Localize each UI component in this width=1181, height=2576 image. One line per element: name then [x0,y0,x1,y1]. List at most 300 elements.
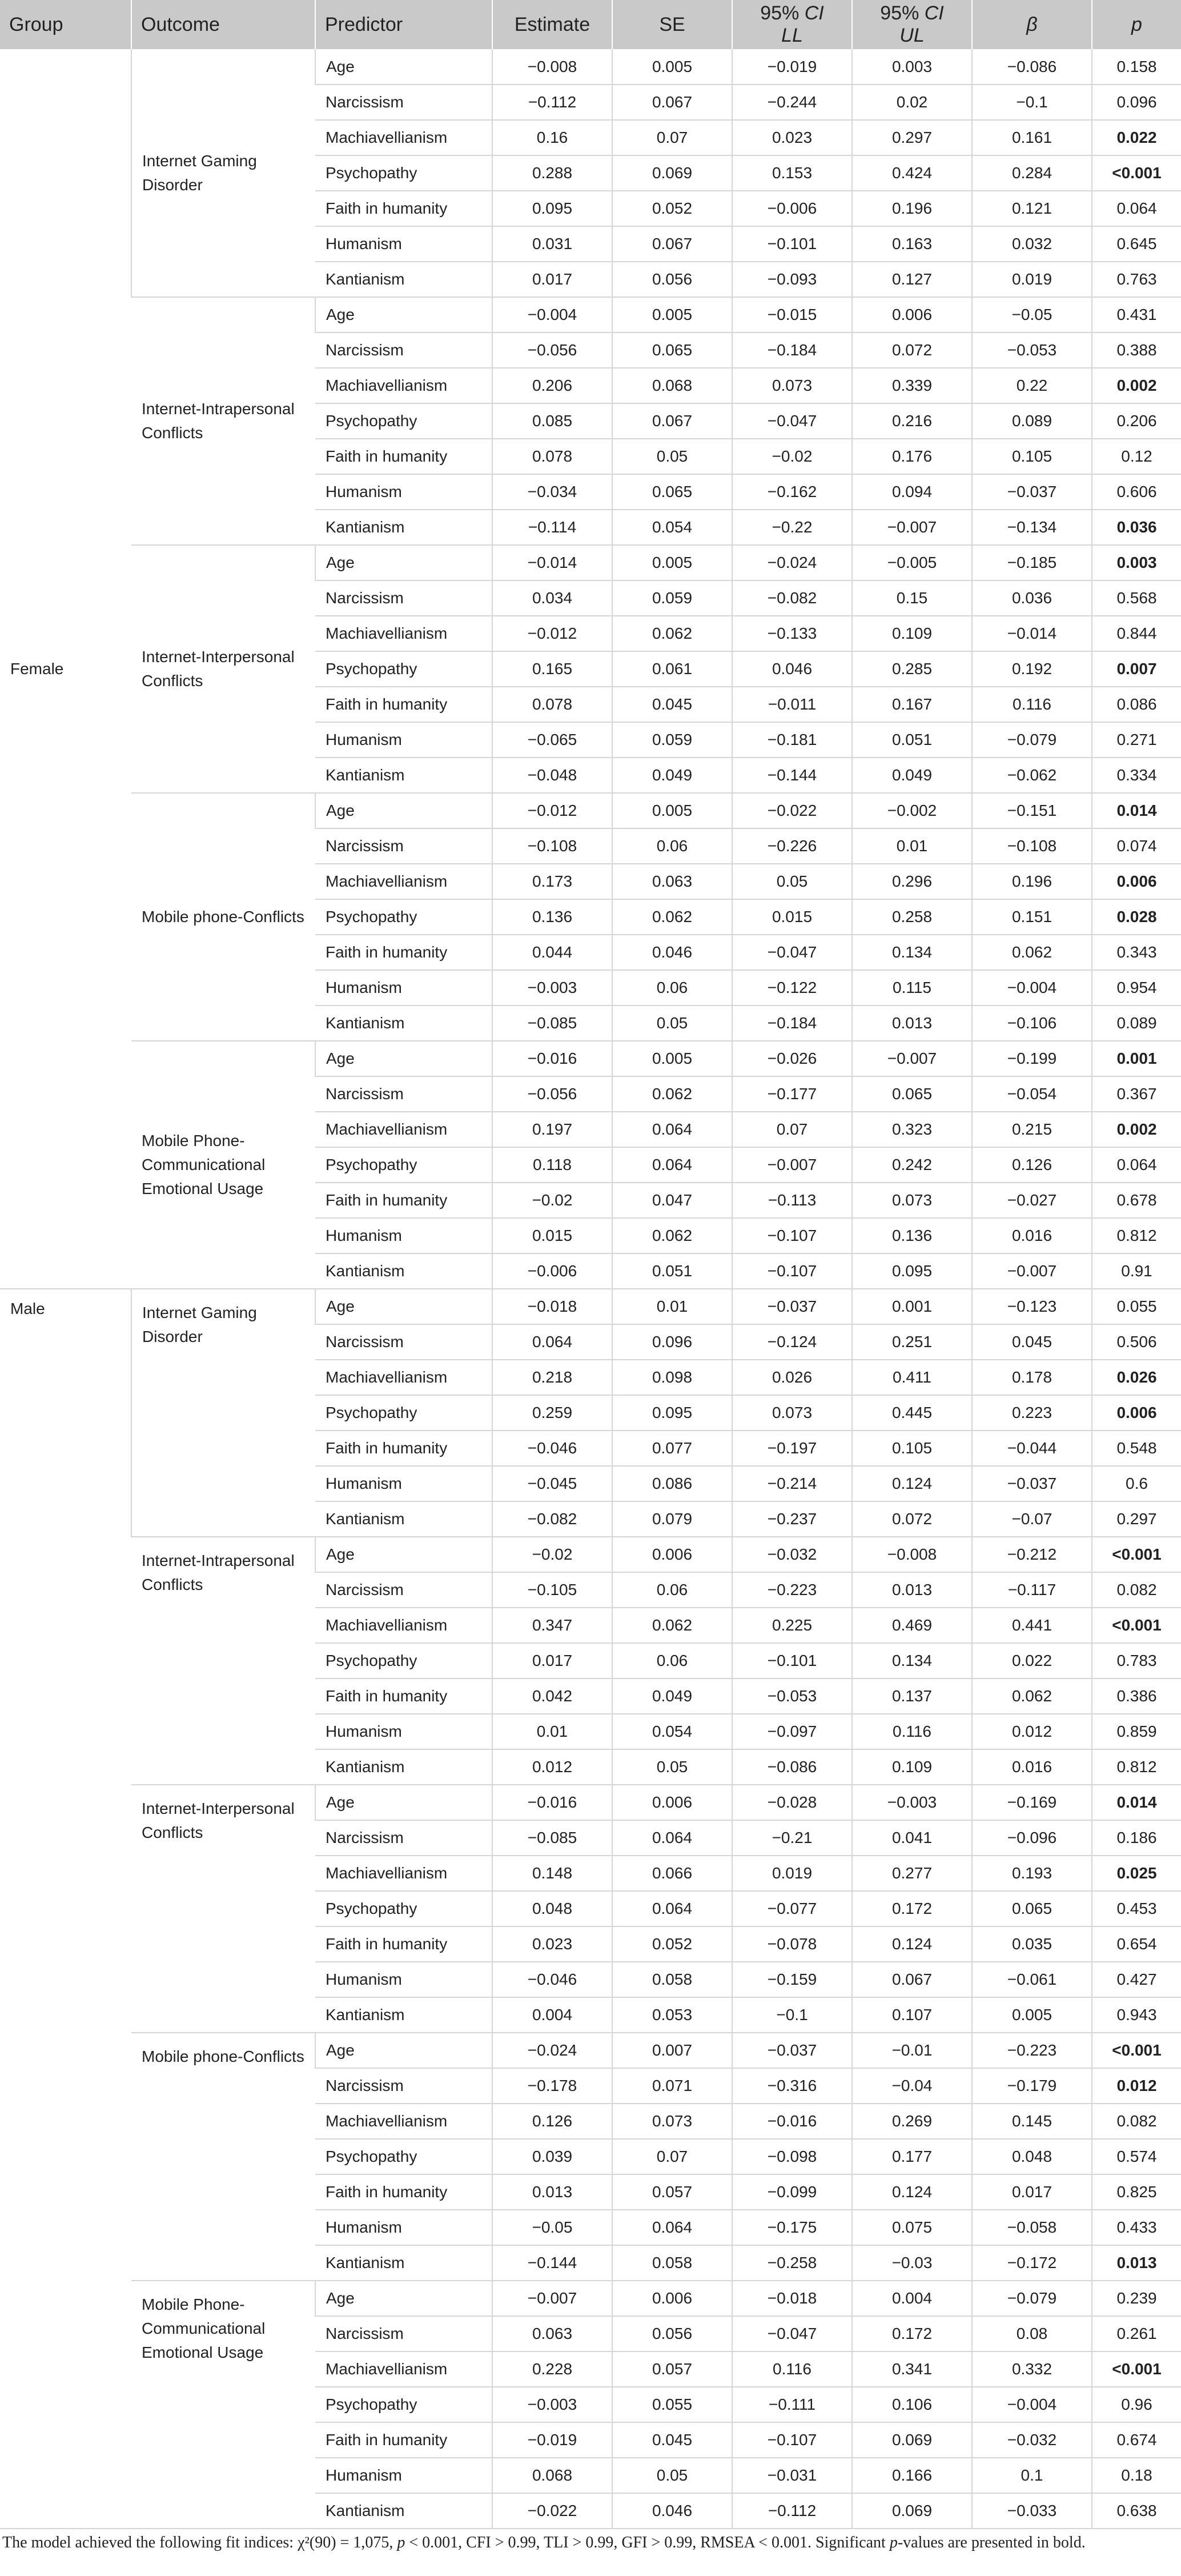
predictor-cell: Narcissism [315,2316,492,2351]
estimate-cell: 0.078 [492,439,612,474]
estimate-cell: 0.012 [492,1749,612,1785]
p-cell: 0.645 [1092,226,1181,262]
ci-ul-cell: 0.106 [852,2387,972,2422]
estimate-cell: 0.064 [492,1324,612,1360]
ci-ul-cell: 0.116 [852,1714,972,1749]
beta-cell: 0.105 [972,439,1092,474]
se-cell: 0.079 [612,1501,732,1537]
p-cell: 0.158 [1092,49,1181,85]
se-cell: 0.062 [612,1076,732,1112]
ci-ll-cell: −0.022 [732,793,852,828]
predictor-cell: Faith in humanity [315,935,492,970]
beta-cell: −0.004 [972,2387,1092,2422]
predictor-cell: Kantianism [315,262,492,297]
se-cell: 0.06 [612,828,732,864]
ci-ll-cell: −0.037 [732,1289,852,1324]
se-cell: 0.05 [612,1749,732,1785]
ci-ll-cell: −0.214 [732,1466,852,1501]
group-cell: Male [0,1289,131,2529]
ci-ll-cell: −0.082 [732,580,852,616]
predictor-cell: Kantianism [315,1501,492,1537]
footnote-part1: The model achieved the following fit indices: χ²(90) = 1,075, [2,2534,397,2551]
ci-ul-cell: 0.127 [852,262,972,297]
beta-cell: −0.179 [972,2068,1092,2104]
estimate-cell: 0.042 [492,1678,612,1714]
predictor-cell: Humanism [315,1962,492,1997]
estimate-cell: 0.044 [492,935,612,970]
ci-ll-cell: 0.046 [732,651,852,687]
ci-ul-cell: 0.258 [852,899,972,935]
estimate-cell: 0.126 [492,2104,612,2139]
beta-cell: −0.134 [972,510,1092,545]
se-cell: 0.067 [612,403,732,439]
p-cell: 0.261 [1092,2316,1181,2351]
table-row [0,1537,1181,1572]
p-cell: 0.086 [1092,687,1181,722]
ci-ul-cell: 0.216 [852,403,972,439]
predictor-cell: Faith in humanity [315,1183,492,1218]
estimate-cell: −0.085 [492,1820,612,1856]
estimate-cell: 0.017 [492,1643,612,1678]
beta-cell: 0.08 [972,2316,1092,2351]
predictor-cell: Humanism [315,226,492,262]
footnote-p-italic-2: p [889,2534,898,2551]
beta-cell: 0.019 [972,262,1092,297]
predictor-cell: Faith in humanity [315,2174,492,2210]
predictor-cell: Narcissism [315,2068,492,2104]
table-row [0,2033,1181,2068]
predictor-cell: Faith in humanity [315,2422,492,2458]
estimate-cell: 0.034 [492,580,612,616]
ci-ll-cell: −0.047 [732,2316,852,2351]
header-ci-ul [852,0,972,49]
se-cell: 0.068 [612,368,732,403]
se-cell: 0.069 [612,155,732,191]
predictor-cell: Psychopathy [315,1395,492,1431]
beta-cell: −0.108 [972,828,1092,864]
estimate-cell: −0.016 [492,1041,612,1076]
predictor-cell: Age [315,1289,492,1324]
se-cell: 0.057 [612,2351,732,2387]
estimate-cell: −0.082 [492,1501,612,1537]
ci-ll-cell: −0.175 [732,2210,852,2245]
predictor-cell: Kantianism [315,1997,492,2033]
p-cell: 0.433 [1092,2210,1181,2245]
ci-ul-cell: 0.003 [852,49,972,85]
ci-ul-cell: 0.02 [852,85,972,120]
ci-ul-cell: 0.124 [852,1926,972,1962]
beta-cell: −0.1 [972,85,1092,120]
se-cell: 0.086 [612,1466,732,1501]
ci-ll-cell: −0.015 [732,297,852,332]
beta-cell: 0.062 [972,935,1092,970]
estimate-cell: −0.046 [492,1431,612,1466]
beta-cell: −0.086 [972,49,1092,85]
table-row [0,1041,1181,1076]
se-cell: 0.056 [612,262,732,297]
ci-ul-cell: 0.095 [852,1253,972,1289]
estimate-cell: 0.063 [492,2316,612,2351]
se-cell: 0.054 [612,1714,732,1749]
ci-ul-cell: 0.013 [852,1572,972,1608]
beta-cell: −0.079 [972,722,1092,758]
predictor-cell: Age [315,2281,492,2316]
beta-cell: 0.126 [972,1147,1092,1183]
outcome-cell: Internet-Interpersonal Conflicts [131,545,315,793]
beta-cell: −0.079 [972,2281,1092,2316]
predictor-cell: Age [315,1785,492,1820]
se-cell: 0.005 [612,297,732,332]
outcome-cell: Mobile Phone-Communicational Emotional Usage [131,2281,315,2529]
se-cell: 0.055 [612,2387,732,2422]
ci-ll-cell: −0.21 [732,1820,852,1856]
ci-ll-cell: 0.026 [732,1360,852,1395]
outcome-cell: Internet-Intrapersonal Conflicts [131,1537,315,1785]
header-outcome: Outcome [131,0,315,49]
beta-cell: 0.005 [972,1997,1092,2033]
predictor-cell: Kantianism [315,1005,492,1041]
se-cell: 0.058 [612,2245,732,2281]
p-cell: 0.022 [1092,120,1181,155]
predictor-cell: Humanism [315,1218,492,1253]
estimate-cell: −0.022 [492,2493,612,2529]
ci-ul-cell: 0.051 [852,722,972,758]
estimate-cell: 0.085 [492,403,612,439]
ci-ll-cell: −0.1 [732,1997,852,2033]
beta-cell: −0.106 [972,1005,1092,1041]
se-cell: 0.059 [612,580,732,616]
predictor-cell: Machiavellianism [315,1360,492,1395]
ci-ul-cell: −0.007 [852,510,972,545]
estimate-cell: 0.078 [492,687,612,722]
beta-cell: 0.065 [972,1891,1092,1926]
predictor-cell: Psychopathy [315,403,492,439]
p-cell: 0.082 [1092,1572,1181,1608]
p-cell: 0.014 [1092,1785,1181,1820]
estimate-cell: −0.114 [492,510,612,545]
ci-ll-cell: −0.184 [732,1005,852,1041]
ci-ul-cell: 0.041 [852,1820,972,1856]
predictor-cell: Machiavellianism [315,2104,492,2139]
predictor-cell: Machiavellianism [315,864,492,899]
beta-cell: 0.196 [972,864,1092,899]
table-row [0,793,1181,828]
ci-ll-cell: −0.028 [732,1785,852,1820]
p-cell: 0.064 [1092,191,1181,226]
predictor-cell: Age [315,1537,492,1572]
estimate-cell: 0.013 [492,2174,612,2210]
se-cell: 0.05 [612,2458,732,2493]
se-cell: 0.061 [612,651,732,687]
estimate-cell: −0.108 [492,828,612,864]
predictor-cell: Humanism [315,1466,492,1501]
ci-ul-cell: 0.469 [852,1608,972,1643]
ci-ul-cell: 0.134 [852,1643,972,1678]
ci-ll-cell: −0.099 [732,2174,852,2210]
ci-ul-cell: 0.137 [852,1678,972,1714]
estimate-cell: 0.068 [492,2458,612,2493]
predictor-cell: Faith in humanity [315,1678,492,1714]
ci-ul-cell: 0.073 [852,1183,972,1218]
estimate-cell: −0.085 [492,1005,612,1041]
header-se: SE [612,0,732,49]
beta-cell: −0.053 [972,332,1092,368]
p-cell: 0.453 [1092,1891,1181,1926]
estimate-cell: 0.015 [492,1218,612,1253]
se-cell: 0.067 [612,85,732,120]
ci-ul-cell: 0.004 [852,2281,972,2316]
beta-cell: −0.07 [972,1501,1092,1537]
p-cell: 0.002 [1092,1112,1181,1147]
estimate-cell: 0.136 [492,899,612,935]
p-cell: 0.548 [1092,1431,1181,1466]
se-cell: 0.095 [612,1395,732,1431]
predictor-cell: Kantianism [315,2493,492,2529]
se-cell: 0.065 [612,474,732,510]
se-cell: 0.062 [612,1608,732,1643]
se-cell: 0.064 [612,1112,732,1147]
estimate-cell: 0.16 [492,120,612,155]
p-cell: 0.954 [1092,970,1181,1005]
ci-ll-cell: −0.258 [732,2245,852,2281]
estimate-cell: −0.012 [492,616,612,651]
ci-ul-cell: 0.341 [852,2351,972,2387]
beta-cell: −0.212 [972,1537,1092,1572]
se-cell: 0.05 [612,439,732,474]
ci-ll-cell: 0.225 [732,1608,852,1643]
estimate-cell: −0.045 [492,1466,612,1501]
p-cell: 0.427 [1092,1962,1181,1997]
predictor-cell: Humanism [315,2210,492,2245]
ci-ul-cell: −0.005 [852,545,972,580]
predictor-cell: Machiavellianism [315,1856,492,1891]
predictor-cell: Psychopathy [315,1147,492,1183]
ci-ll-cell: −0.316 [732,2068,852,2104]
ci-ll-cell: 0.07 [732,1112,852,1147]
beta-cell: 0.193 [972,1856,1092,1891]
beta-cell: 0.022 [972,1643,1092,1678]
estimate-cell: 0.206 [492,368,612,403]
ci-ul-cell: 0.065 [852,1076,972,1112]
outcome-cell: Internet-Interpersonal Conflicts [131,1785,315,2033]
estimate-cell: 0.347 [492,1608,612,1643]
beta-cell: −0.096 [972,1820,1092,1856]
predictor-cell: Narcissism [315,332,492,368]
se-cell: 0.077 [612,1431,732,1466]
p-cell: 0.654 [1092,1926,1181,1962]
beta-cell: 0.012 [972,1714,1092,1749]
ci-ll-cell: −0.086 [732,1749,852,1785]
ci-ul-cell: 0.001 [852,1289,972,1324]
predictor-cell: Psychopathy [315,2139,492,2174]
ci-ul-cell: 0.285 [852,651,972,687]
p-cell: <0.001 [1092,2351,1181,2387]
beta-cell: 0.332 [972,2351,1092,2387]
p-cell: 0.763 [1092,262,1181,297]
se-cell: 0.062 [612,899,732,935]
ci-ul-cell: 0.323 [852,1112,972,1147]
ci-ll-cell: 0.023 [732,120,852,155]
p-cell: 0.003 [1092,545,1181,580]
ci-ll-cell: −0.107 [732,1253,852,1289]
estimate-cell: −0.019 [492,2422,612,2458]
estimate-cell: −0.007 [492,2281,612,2316]
ci-ll-cell: −0.111 [732,2387,852,2422]
estimate-cell: −0.056 [492,332,612,368]
header-group: Group [0,0,131,49]
predictor-cell: Machiavellianism [315,1608,492,1643]
ci-ll-cell: −0.011 [732,687,852,722]
beta-cell: −0.172 [972,2245,1092,2281]
predictor-cell: Narcissism [315,1076,492,1112]
beta-cell: 0.441 [972,1608,1092,1643]
estimate-cell: 0.004 [492,1997,612,2033]
predictor-cell: Humanism [315,970,492,1005]
p-cell: <0.001 [1092,155,1181,191]
ci-ll-cell: −0.107 [732,2422,852,2458]
predictor-cell: Machiavellianism [315,616,492,651]
beta-cell: −0.199 [972,1041,1092,1076]
ci-ll-cell: −0.181 [732,722,852,758]
predictor-cell: Faith in humanity [315,439,492,474]
ci-ll-cell: −0.02 [732,439,852,474]
beta-cell: −0.032 [972,2422,1092,2458]
ci-ll-cell: −0.237 [732,1501,852,1537]
beta-cell: 0.016 [972,1749,1092,1785]
ci-ul-cell: 0.072 [852,1501,972,1537]
ci-ul-cell: 0.069 [852,2493,972,2529]
outcome-cell: Mobile phone-Conflicts [131,2033,315,2281]
estimate-cell: −0.105 [492,1572,612,1608]
ci-ul-cell: 0.107 [852,1997,972,2033]
ci-ul-cell: −0.008 [852,1537,972,1572]
ci-ul-cell: 0.176 [852,439,972,474]
ci-ll-cell: −0.078 [732,1926,852,1962]
ci-ll-cell: −0.162 [732,474,852,510]
ci-ul-cell: 0.296 [852,864,972,899]
estimate-cell: 0.039 [492,2139,612,2174]
predictor-cell: Age [315,49,492,85]
se-cell: 0.046 [612,935,732,970]
predictor-cell: Faith in humanity [315,687,492,722]
ci-ul-cell: 0.411 [852,1360,972,1395]
p-cell: 0.026 [1092,1360,1181,1395]
beta-cell: 0.223 [972,1395,1092,1431]
beta-cell: 0.035 [972,1926,1092,1962]
header-ci-ll [732,0,852,49]
header-p: p [1092,0,1181,49]
ci-ll-cell: −0.184 [732,332,852,368]
predictor-cell: Faith in humanity [315,1926,492,1962]
ci-ul-cell: −0.003 [852,1785,972,1820]
beta-cell: 0.215 [972,1112,1092,1147]
estimate-cell: 0.01 [492,1714,612,1749]
beta-cell: −0.123 [972,1289,1092,1324]
se-cell: 0.006 [612,1537,732,1572]
p-cell: 0.074 [1092,828,1181,864]
p-cell: 0.028 [1092,899,1181,935]
estimate-cell: 0.173 [492,864,612,899]
p-cell: 0.859 [1092,1714,1181,1749]
beta-cell: 0.016 [972,1218,1092,1253]
se-cell: 0.047 [612,1183,732,1218]
table-row [0,1289,1181,1324]
beta-cell: −0.058 [972,2210,1092,2245]
ci-ll-cell: −0.006 [732,191,852,226]
estimate-cell: −0.144 [492,2245,612,2281]
ci-ll-cell: −0.112 [732,2493,852,2529]
se-cell: 0.064 [612,2210,732,2245]
ci-ll-cell: −0.077 [732,1891,852,1926]
predictor-cell: Narcissism [315,1572,492,1608]
se-cell: 0.065 [612,332,732,368]
p-cell: 0.388 [1092,332,1181,368]
beta-cell: 0.062 [972,1678,1092,1714]
beta-cell: 0.121 [972,191,1092,226]
predictor-cell: Humanism [315,2458,492,2493]
beta-cell: −0.223 [972,2033,1092,2068]
header-ci-ul-text: 95% CI UL [880,2,944,46]
beta-cell: 0.284 [972,155,1092,191]
estimate-cell: −0.003 [492,2387,612,2422]
ci-ul-cell: 0.172 [852,2316,972,2351]
p-cell: 0.036 [1092,510,1181,545]
p-cell: 0.812 [1092,1749,1181,1785]
ci-ll-cell: −0.133 [732,616,852,651]
estimate-cell: −0.004 [492,297,612,332]
se-cell: 0.064 [612,1147,732,1183]
ci-ll-cell: −0.144 [732,758,852,793]
se-cell: 0.064 [612,1891,732,1926]
ci-ul-cell: 0.115 [852,970,972,1005]
beta-cell: −0.007 [972,1253,1092,1289]
ci-ll-cell: −0.019 [732,49,852,85]
beta-cell: 0.192 [972,651,1092,687]
p-cell: 0.006 [1092,1395,1181,1431]
p-cell: 0.606 [1092,474,1181,510]
estimate-cell: −0.003 [492,970,612,1005]
se-cell: 0.056 [612,2316,732,2351]
beta-cell: 0.145 [972,2104,1092,2139]
estimate-cell: 0.023 [492,1926,612,1962]
p-cell: 0.678 [1092,1183,1181,1218]
beta-cell: 0.161 [972,120,1092,155]
estimate-cell: 0.197 [492,1112,612,1147]
table-footnote [0,2529,1181,2557]
p-cell: 0.089 [1092,1005,1181,1041]
ci-ul-cell: 0.445 [852,1395,972,1431]
p-cell: <0.001 [1092,2033,1181,2068]
beta-cell: −0.05 [972,297,1092,332]
se-cell: 0.07 [612,2139,732,2174]
beta-cell: 0.22 [972,368,1092,403]
se-cell: 0.07 [612,120,732,155]
predictor-cell: Age [315,2033,492,2068]
beta-cell: 0.1 [972,2458,1092,2493]
se-cell: 0.049 [612,1678,732,1714]
ci-ul-cell: 0.109 [852,616,972,651]
predictor-cell: Faith in humanity [315,191,492,226]
table-header-row [0,0,1181,49]
ci-ul-cell: −0.007 [852,1041,972,1076]
beta-cell: 0.032 [972,226,1092,262]
se-cell: 0.051 [612,1253,732,1289]
ci-ul-cell: 0.297 [852,120,972,155]
predictor-cell: Narcissism [315,1820,492,1856]
se-cell: 0.01 [612,1289,732,1324]
beta-cell: −0.004 [972,970,1092,1005]
estimate-cell: 0.288 [492,155,612,191]
